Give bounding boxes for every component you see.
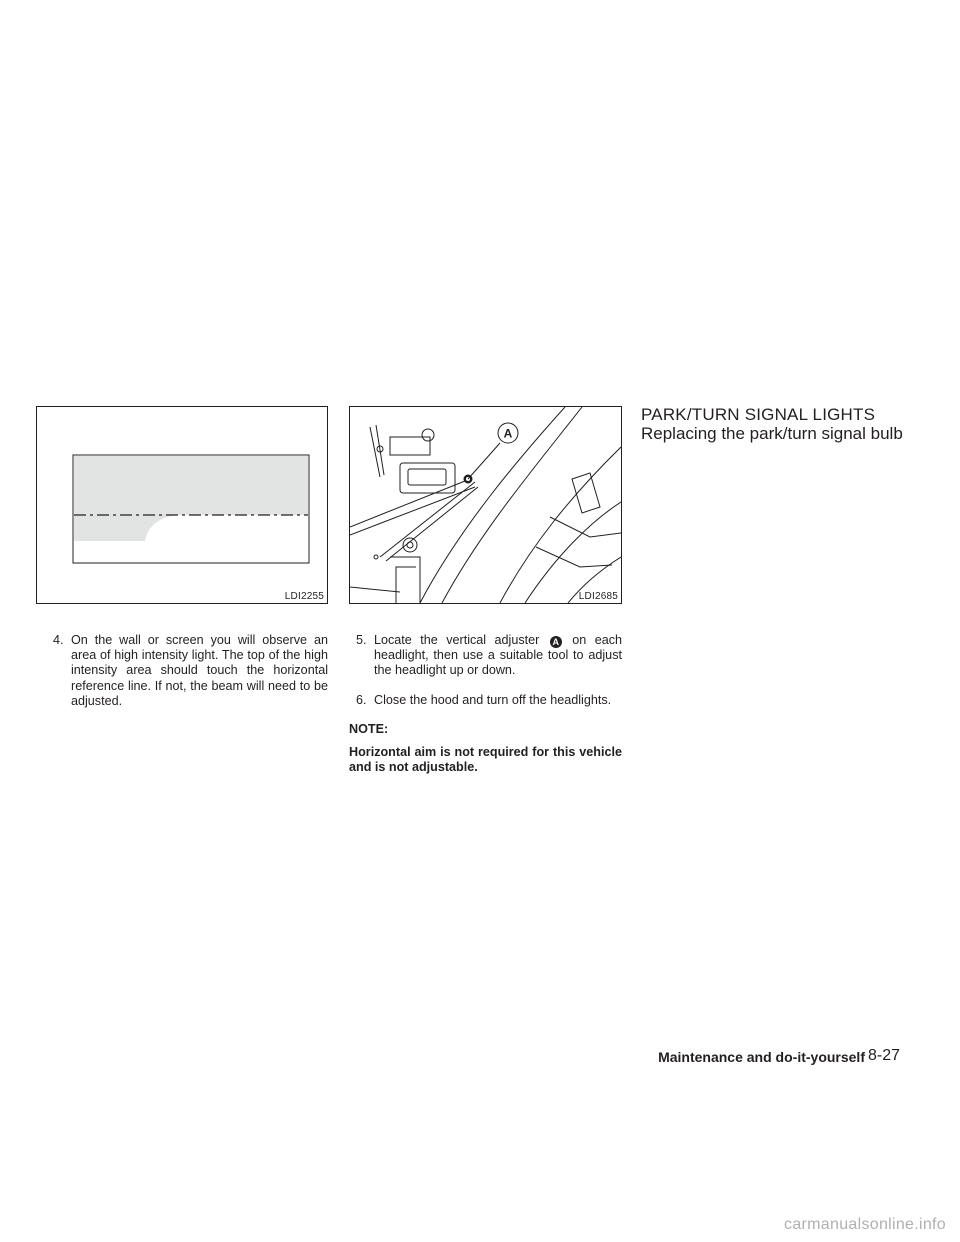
step-text: On the wall or screen you will observe an area of high intensity light. The top of the high intensity area should touch the horizontal reference line. If not, the beam will need to be adjusted. [71,633,328,708]
footer-section-name: Maintenance and do-it-yourself [658,1049,865,1065]
step-number: 4. [53,633,64,647]
callout-a-label: A [503,426,513,441]
step-4 [53,633,328,709]
step-5 [356,633,622,679]
note-label: NOTE: [349,722,389,736]
watermark: carmanualsonline.info [784,1216,946,1233]
step-number: 5. [356,633,367,647]
beam-pattern-illustration [37,407,327,603]
step-6 [356,693,622,708]
step-number: 6. [356,693,367,707]
figure-label: LDI2255 [284,591,324,602]
step-text: Close the hood and turn off the headlights. [374,693,612,707]
step-text-after: on each headlight, then use a suitable tool to adjust the headlight up or down. [374,633,623,678]
note-text: Horizontal aim is not required for this vehicle and is not adjustable. [349,745,622,775]
figure-label: LDI2685 [578,591,618,602]
step-text-before: Locate the vertical adjuster [374,633,540,647]
section-title: PARK/TURN SIGNAL LIGHTS [641,405,876,424]
adjuster-marker-icon: A [550,636,562,648]
section-subtitle: Replacing the park/turn signal bulb [641,424,903,443]
headlight-adjuster-illustration [350,407,621,603]
step-text [374,633,622,679]
figure-beam-pattern [36,406,328,604]
page-number: 8-27 [868,1047,901,1064]
figure-headlight-adjuster [349,406,622,604]
